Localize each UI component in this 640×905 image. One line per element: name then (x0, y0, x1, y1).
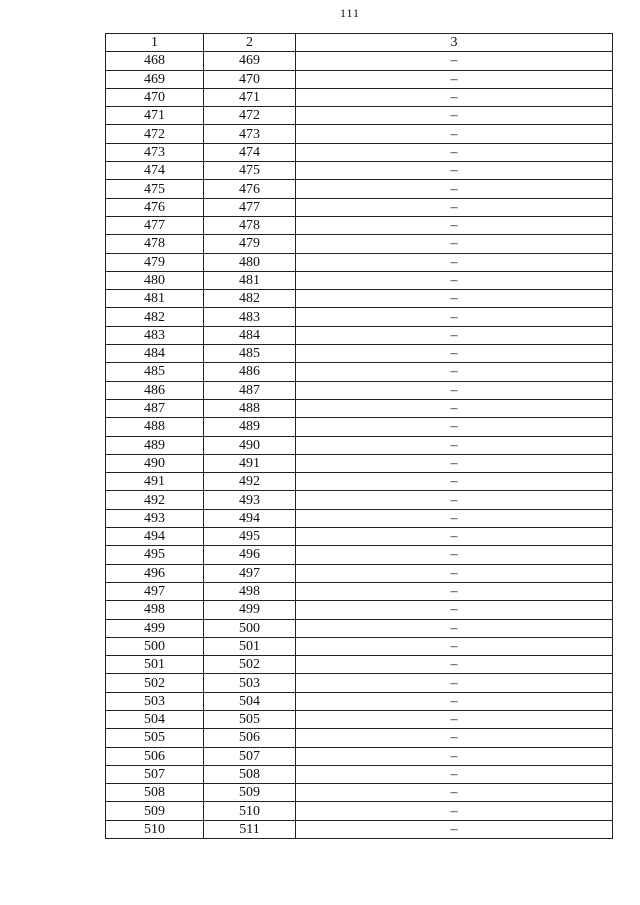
table-cell-col-1: 503 (106, 692, 204, 710)
table-cell-col-1: 507 (106, 765, 204, 783)
table-cell-col-1: 506 (106, 747, 204, 765)
table-row (106, 820, 613, 838)
table-cell-col-2: 479 (204, 235, 296, 253)
table-cell-col-1: 476 (106, 198, 204, 216)
table-cell-col-2: 492 (204, 473, 296, 491)
table-cell-col-2: 509 (204, 784, 296, 802)
data-table (105, 33, 613, 839)
table-row (106, 747, 613, 765)
table-cell-col-3: – (296, 271, 613, 289)
table-cell-col-1: 488 (106, 418, 204, 436)
table-row (106, 656, 613, 674)
table-cell-col-1: 475 (106, 180, 204, 198)
table-cell-col-2: 500 (204, 619, 296, 637)
table-row (106, 546, 613, 564)
table-cell-col-2: 487 (204, 381, 296, 399)
table-cell-col-3: – (296, 253, 613, 271)
table-row (106, 729, 613, 747)
table-cell-col-3: – (296, 399, 613, 417)
table-row (106, 143, 613, 161)
table-cell-col-2: 497 (204, 564, 296, 582)
table-cell-col-2: 470 (204, 70, 296, 88)
table-cell-col-2: 491 (204, 454, 296, 472)
table-cell-col-3: – (296, 70, 613, 88)
table-row (106, 216, 613, 234)
table-cell-col-2: 505 (204, 710, 296, 728)
table-row (106, 454, 613, 472)
table-row (106, 692, 613, 710)
table-cell-col-1: 491 (106, 473, 204, 491)
table-cell-col-3: – (296, 710, 613, 728)
table-row (106, 326, 613, 344)
table-cell-col-3: – (296, 363, 613, 381)
table-cell-col-1: 508 (106, 784, 204, 802)
table-cell-col-1: 502 (106, 674, 204, 692)
table-row (106, 802, 613, 820)
table-cell-col-1: 478 (106, 235, 204, 253)
table-cell-col-3: – (296, 802, 613, 820)
table-cell-col-1: 474 (106, 162, 204, 180)
column-header-1: 1 (106, 34, 204, 52)
table-cell-col-2: 483 (204, 308, 296, 326)
table-cell-col-2: 489 (204, 418, 296, 436)
table-cell-col-2: 484 (204, 326, 296, 344)
table-cell-col-3: – (296, 290, 613, 308)
table-cell-col-1: 468 (106, 52, 204, 70)
table-row (106, 399, 613, 417)
table-cell-col-1: 499 (106, 619, 204, 637)
table-cell-col-2: 506 (204, 729, 296, 747)
table-cell-col-1: 473 (106, 143, 204, 161)
table-row (106, 88, 613, 106)
table-row (106, 235, 613, 253)
table-cell-col-3: – (296, 528, 613, 546)
table-row (106, 637, 613, 655)
table-row (106, 162, 613, 180)
table-cell-col-2: 469 (204, 52, 296, 70)
table-cell-col-1: 470 (106, 88, 204, 106)
table-cell-col-2: 510 (204, 802, 296, 820)
table-cell-col-2: 485 (204, 345, 296, 363)
table-cell-col-2: 480 (204, 253, 296, 271)
table-cell-col-2: 495 (204, 528, 296, 546)
table-cell-col-2: 493 (204, 491, 296, 509)
page-number: 111 (339, 6, 361, 20)
table-cell-col-3: – (296, 582, 613, 600)
table-cell-col-3: – (296, 564, 613, 582)
table-row (106, 345, 613, 363)
table-cell-col-1: 487 (106, 399, 204, 417)
table-cell-col-1: 494 (106, 528, 204, 546)
table-cell-col-2: 502 (204, 656, 296, 674)
table-row (106, 710, 613, 728)
table-cell-col-1: 510 (106, 820, 204, 838)
table-row (106, 52, 613, 70)
table-cell-col-2: 482 (204, 290, 296, 308)
table-cell-col-1: 495 (106, 546, 204, 564)
table-cell-col-2: 472 (204, 107, 296, 125)
table-row (106, 418, 613, 436)
table-cell-col-3: – (296, 216, 613, 234)
table-row (106, 70, 613, 88)
table-row (106, 619, 613, 637)
table-cell-col-3: – (296, 143, 613, 161)
table-row (106, 491, 613, 509)
table-cell-col-1: 501 (106, 656, 204, 674)
table-cell-col-2: 476 (204, 180, 296, 198)
table-cell-col-3: – (296, 52, 613, 70)
table-cell-col-3: – (296, 784, 613, 802)
table-cell-col-2: 511 (204, 820, 296, 838)
table-cell-col-1: 490 (106, 454, 204, 472)
table-cell-col-2: 471 (204, 88, 296, 106)
table-cell-col-1: 479 (106, 253, 204, 271)
table-row (106, 253, 613, 271)
table-cell-col-3: – (296, 509, 613, 527)
table-cell-col-1: 480 (106, 271, 204, 289)
table-cell-col-1: 486 (106, 381, 204, 399)
table-cell-col-3: – (296, 491, 613, 509)
table-cell-col-3: – (296, 436, 613, 454)
table-cell-col-3: – (296, 162, 613, 180)
column-header-3: 3 (296, 34, 613, 52)
table-cell-col-3: – (296, 308, 613, 326)
table-cell-col-3: – (296, 619, 613, 637)
table-body (106, 52, 613, 839)
table-cell-col-1: 483 (106, 326, 204, 344)
table-row (106, 308, 613, 326)
table-cell-col-2: 508 (204, 765, 296, 783)
table-row (106, 765, 613, 783)
table-header-row (106, 34, 613, 52)
table-row (106, 564, 613, 582)
table-cell-col-3: – (296, 637, 613, 655)
table-cell-col-1: 482 (106, 308, 204, 326)
table-cell-col-3: – (296, 326, 613, 344)
table-cell-col-2: 478 (204, 216, 296, 234)
table-cell-col-2: 477 (204, 198, 296, 216)
table-cell-col-1: 496 (106, 564, 204, 582)
table-cell-col-1: 509 (106, 802, 204, 820)
table-cell-col-3: – (296, 820, 613, 838)
table-row (106, 674, 613, 692)
table-cell-col-1: 481 (106, 290, 204, 308)
table-cell-col-1: 484 (106, 345, 204, 363)
table-cell-col-1: 477 (106, 216, 204, 234)
table-cell-col-2: 501 (204, 637, 296, 655)
table-cell-col-3: – (296, 235, 613, 253)
table-cell-col-2: 499 (204, 601, 296, 619)
table-cell-col-3: – (296, 381, 613, 399)
table-cell-col-3: – (296, 180, 613, 198)
column-header-2: 2 (204, 34, 296, 52)
table-row (106, 363, 613, 381)
table-cell-col-3: – (296, 692, 613, 710)
table-row (106, 784, 613, 802)
table-cell-col-2: 488 (204, 399, 296, 417)
table-cell-col-3: – (296, 765, 613, 783)
table-cell-col-1: 469 (106, 70, 204, 88)
table-cell-col-3: – (296, 674, 613, 692)
table-cell-col-3: – (296, 345, 613, 363)
table-cell-col-2: 474 (204, 143, 296, 161)
table-row (106, 381, 613, 399)
table-cell-col-1: 497 (106, 582, 204, 600)
table-row (106, 601, 613, 619)
table-cell-col-2: 504 (204, 692, 296, 710)
table-row (106, 125, 613, 143)
table-cell-col-2: 490 (204, 436, 296, 454)
table-cell-col-3: – (296, 198, 613, 216)
table-cell-col-2: 481 (204, 271, 296, 289)
table-row (106, 198, 613, 216)
table-cell-col-3: – (296, 747, 613, 765)
table-cell-col-2: 486 (204, 363, 296, 381)
table-row (106, 473, 613, 491)
table-cell-col-1: 472 (106, 125, 204, 143)
table-row (106, 290, 613, 308)
table-row (106, 509, 613, 527)
table-row (106, 180, 613, 198)
table-cell-col-3: – (296, 656, 613, 674)
table-cell-col-3: – (296, 88, 613, 106)
table-cell-col-2: 498 (204, 582, 296, 600)
table-cell-col-2: 494 (204, 509, 296, 527)
table-cell-col-1: 489 (106, 436, 204, 454)
table-cell-col-1: 500 (106, 637, 204, 655)
table-cell-col-2: 503 (204, 674, 296, 692)
table-cell-col-3: – (296, 546, 613, 564)
table-cell-col-1: 492 (106, 491, 204, 509)
table-cell-col-3: – (296, 418, 613, 436)
table-cell-col-1: 505 (106, 729, 204, 747)
table-row (106, 271, 613, 289)
table-cell-col-3: – (296, 125, 613, 143)
table-cell-col-3: – (296, 107, 613, 125)
table-cell-col-1: 498 (106, 601, 204, 619)
table-cell-col-1: 485 (106, 363, 204, 381)
table-cell-col-3: – (296, 601, 613, 619)
table-cell-col-1: 471 (106, 107, 204, 125)
table-cell-col-2: 475 (204, 162, 296, 180)
table-cell-col-3: – (296, 454, 613, 472)
table-cell-col-1: 504 (106, 710, 204, 728)
table-cell-col-3: – (296, 729, 613, 747)
table-row (106, 436, 613, 454)
table-cell-col-2: 496 (204, 546, 296, 564)
table-row (106, 582, 613, 600)
table-row (106, 107, 613, 125)
table-cell-col-1: 493 (106, 509, 204, 527)
table-cell-col-3: – (296, 473, 613, 491)
table-cell-col-2: 473 (204, 125, 296, 143)
table-row (106, 528, 613, 546)
table-cell-col-2: 507 (204, 747, 296, 765)
